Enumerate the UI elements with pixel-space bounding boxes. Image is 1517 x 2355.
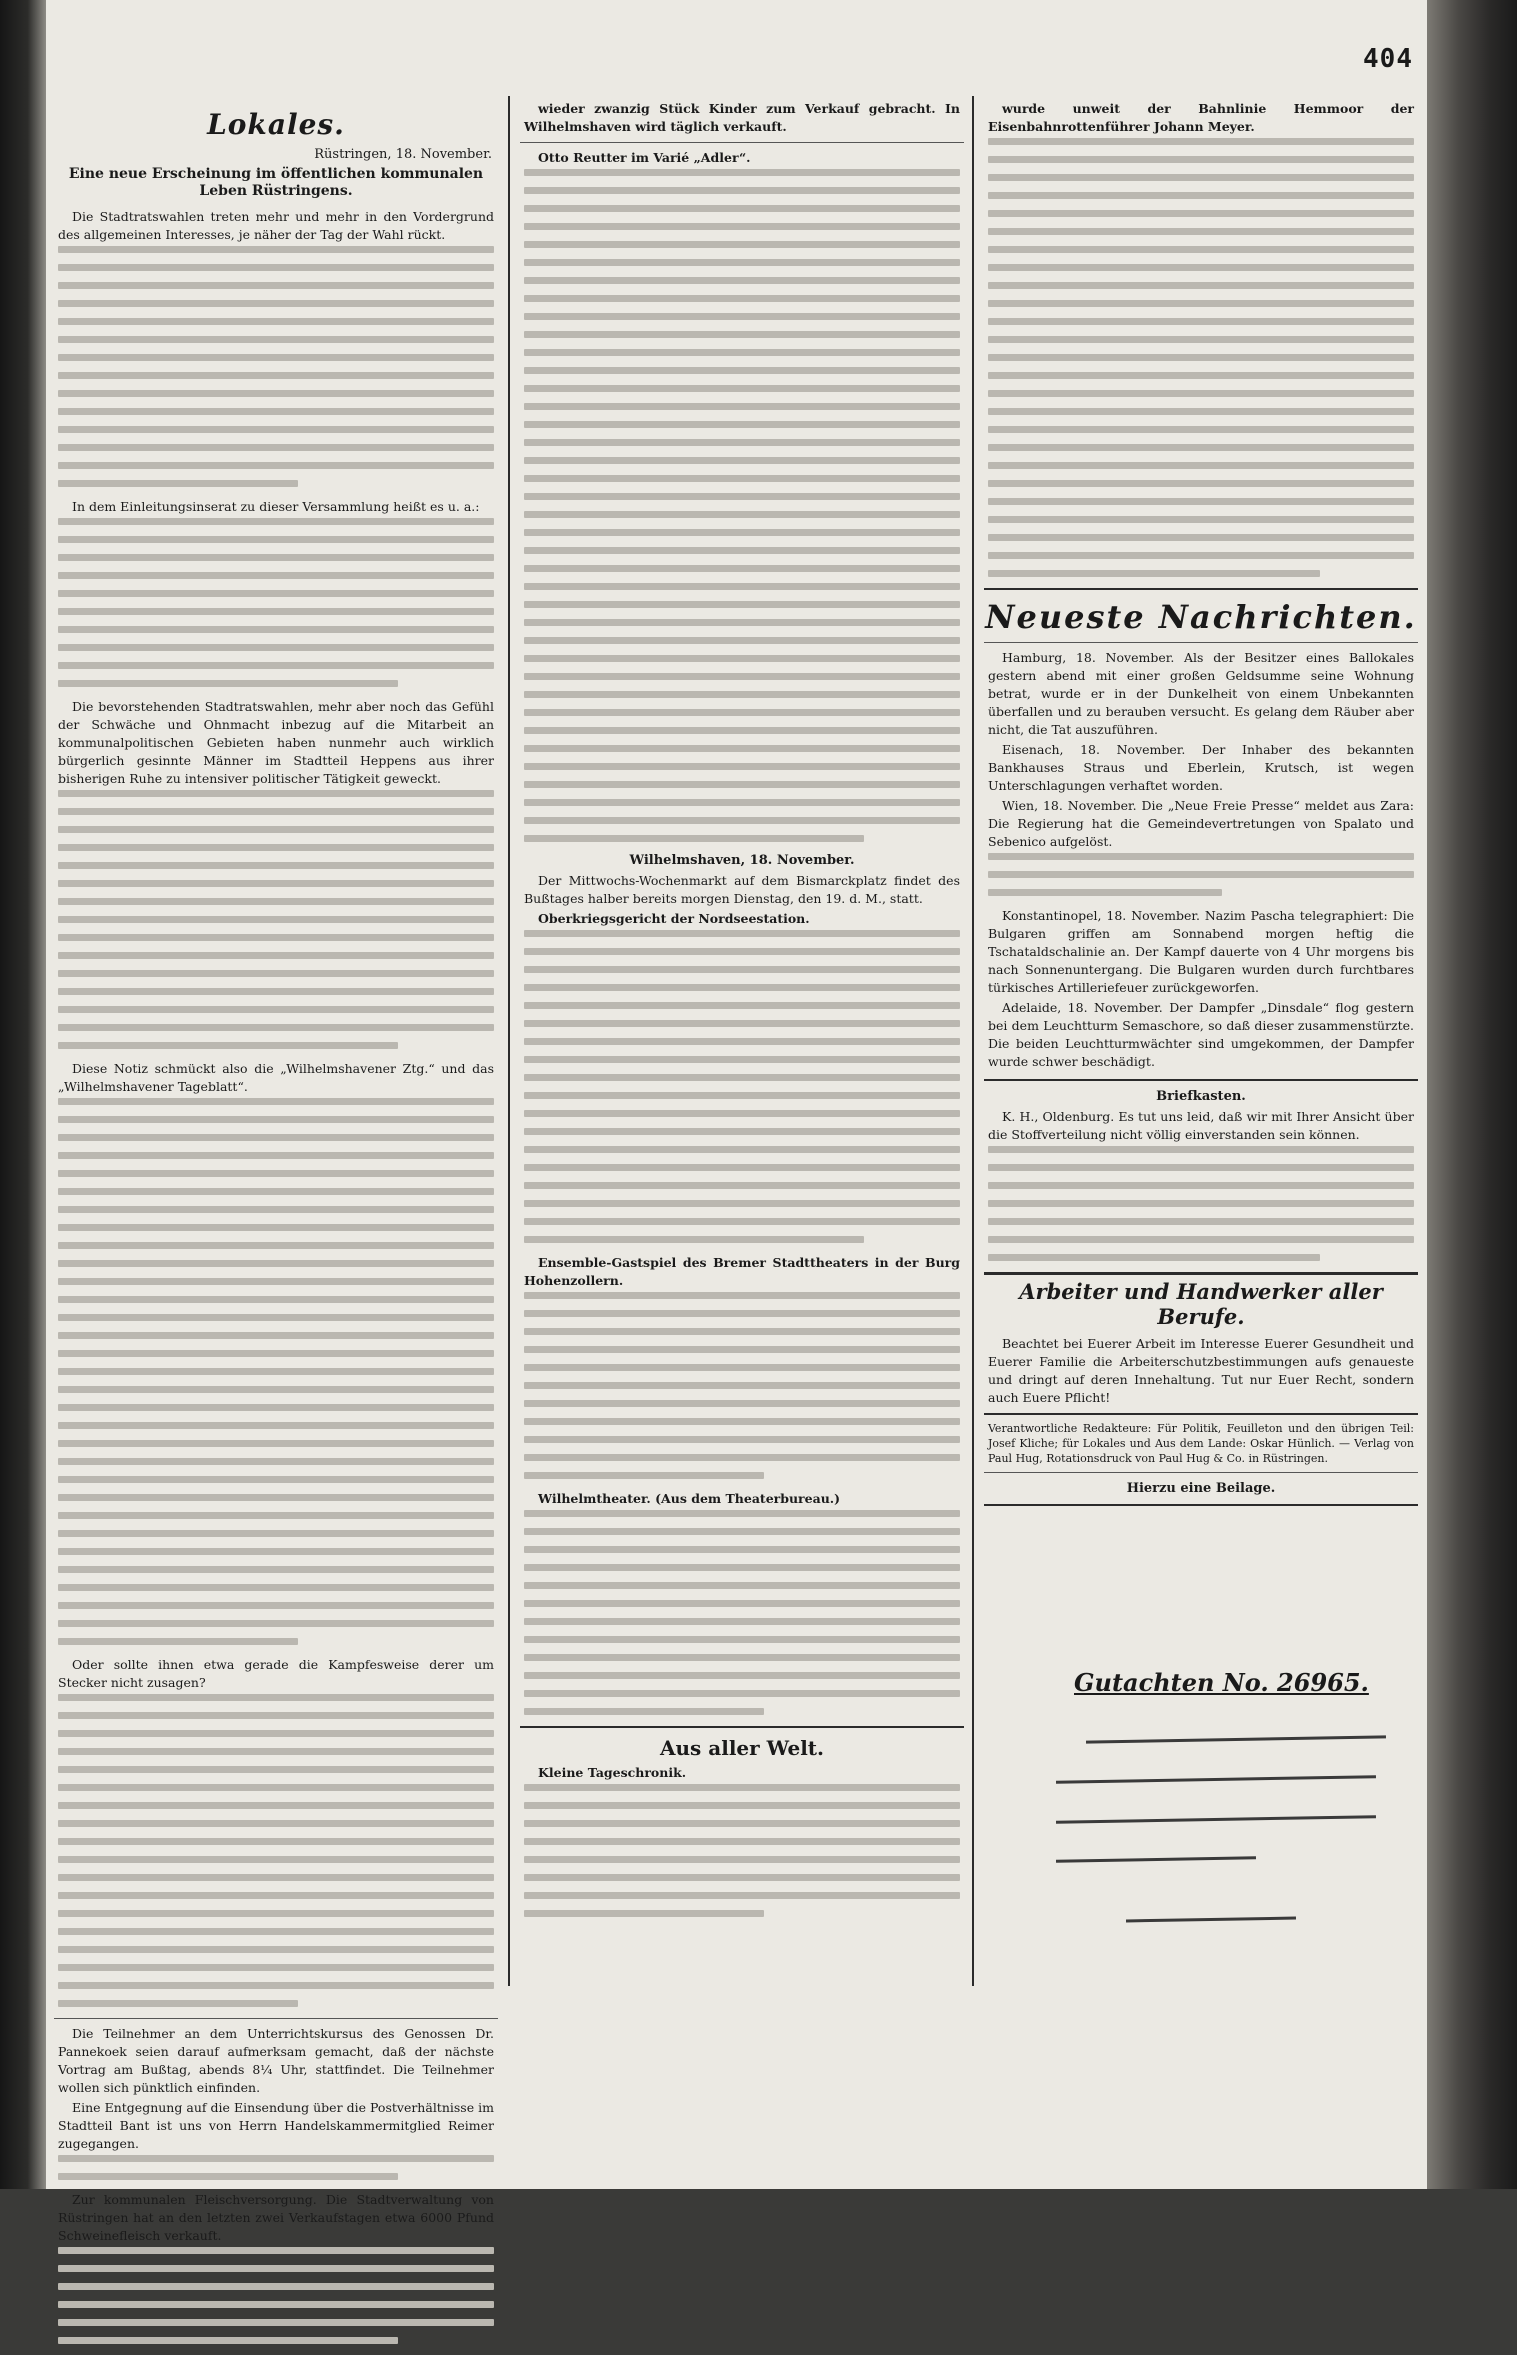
article-lead: Oberkriegsgericht der Nordseestation. <box>538 911 810 926</box>
binding-left-edge <box>0 0 46 2189</box>
handwriting-stroke <box>1056 1775 1376 1784</box>
dateline: Rüstringen, 18. November. <box>314 147 492 162</box>
news-item-adelaide: Adelaide, 18. November. Der Dampfer „Dinsdale“ flog gestern bei dem Leuchtturm Semaschore, so daß dieser zusammenstürzte. Die beiden Leuchtturmwächter sind umgekommen, der Dampfer wurde schwer beschädigt. <box>988 1000 1414 1069</box>
notice-title: Arbeiter und Handwerker aller Berufe. <box>1019 1279 1383 1329</box>
news-item-eisenach: Eisenach, 18. November. Der Inhaber des bekannten Bankhauses Straus und Eberlein, Krutsch, ist wegen Unterschlagungen verhaftet worden. <box>988 742 1414 793</box>
illegible-text-block <box>58 2247 494 2344</box>
news-item-konstantinopel: Konstantinopel, 18. November. Nazim Pascha telegraphiert: Die Bulgaren griffen am Sonnabend morgen heftig die Tschataldschalinie an. Der Kampf dauerte von 4 Uhr morgens bis nach Sonnenuntergang. Die Bulgaren wurden durch furchtbares türkisches Artilleriefeuer zurückgeworfen. <box>988 908 1414 995</box>
column-rule <box>508 96 510 1986</box>
article-paragraph: Die Teilnehmer an dem Unterrichtskursus des Genossen Dr. Pannekoek seien darauf aufmerksam gemacht, daß der nächste Vortrag am Bußtag, abends 8¼ Uhr, stattfindet. Die Teilnehmer wollen sich pünktlich einfinden. <box>58 2026 494 2095</box>
handwriting-stroke <box>1056 1856 1256 1862</box>
divider <box>984 642 1418 643</box>
article-paragraph: Der Mittwochs-Wochenmarkt auf dem Bismarckplatz findet des Bußtages halber bereits morgen Dienstag, den 19. d. M., statt. <box>524 873 960 906</box>
illegible-text-block <box>988 138 1414 577</box>
article-lead: Ensemble-Gastspiel des Bremer Stadttheaters in der Burg Hohenzollern. <box>524 1255 960 1288</box>
news-item-hamburg: Hamburg, 18. November. Als der Besitzer eines Ballokales gestern abend mit einer großen Geldsumme seine Wohnung betrat, wurde er in der Dunkelheit von einem Unbekannten überfallen und zu berauben versucht. Es gelang dem Räuber aber nicht, die Tat auszuführen. <box>988 650 1414 737</box>
handwriting-stroke <box>1126 1917 1296 1923</box>
column-rule <box>972 96 974 1986</box>
illegible-text-block <box>988 853 1414 896</box>
notice-box-arbeiter <box>984 1272 1418 1415</box>
handwritten-note-title: Gutachten No. 26965. <box>1074 1668 1369 1697</box>
article-paragraph: Zur kommunalen Fleischversorgung. Die Stadtverwaltung von Rüstringen hat an den letzten zwei Verkaufstagen etwa 6000 Pfund Schweinefleisch verkauft. <box>58 2192 494 2243</box>
article-paragraph: Oder sollte ihnen etwa gerade die Kampfesweise derer um Stecker nicht zusagen? <box>58 1657 494 1690</box>
column-lokales <box>54 100 498 2355</box>
article-continuation: wurde unweit der Bahnlinie Hemmoor der Eisenbahnrottenführer Johann Meyer. <box>988 101 1414 134</box>
article-paragraph: Diese Notiz schmückt also die „Wilhelmshavener Ztg.“ und das „Wilhelmshavener Tageblatt“. <box>58 1061 494 1094</box>
column-middle <box>520 100 964 1928</box>
page-number: 404 <box>1363 44 1413 74</box>
illegible-text-block <box>524 1510 960 1715</box>
divider <box>54 2018 498 2019</box>
illegible-text-block <box>524 1292 960 1479</box>
divider <box>520 1726 964 1728</box>
handwriting-stroke <box>1086 1735 1386 1743</box>
article-paragraph: In dem Einleitungsinserat zu dieser Versammlung heißt es u. a.: <box>72 499 480 514</box>
section-heading-briefkasten: Briefkasten. <box>1156 1089 1246 1104</box>
illegible-text-block <box>524 1784 960 1917</box>
article-paragraph: Die Stadtratswahlen treten mehr und mehr in den Vordergrund des allgemeinen Interesses, je näher der Tag der Wahl rückt. <box>58 209 494 242</box>
article-continuation: wieder zwanzig Stück Kinder zum Verkauf gebracht. In Wilhelmshaven wird täglich verkauft. <box>524 101 960 134</box>
handwriting-stroke <box>1056 1815 1376 1824</box>
divider <box>984 1079 1418 1081</box>
section-heading-aus-aller-welt: Aus aller Welt. <box>659 1736 824 1760</box>
article-lead: Wilhelmtheater. (Aus dem Theaterbureau.) <box>538 1491 841 1506</box>
news-item-wien: Wien, 18. November. Die „Neue Freie Presse“ meldet aus Zara: Die Regierung hat die Gemeindevertretungen von Spalato und Sebenico aufgelöst. <box>988 798 1414 849</box>
illegible-text-block <box>58 2155 494 2180</box>
column-right <box>984 100 1418 1514</box>
article-headline: Eine neue Erscheinung im öffentlichen kommunalen Leben Rüstringens. <box>68 166 484 199</box>
illegible-text-block <box>988 1146 1414 1261</box>
newspaper-page <box>46 0 1427 2243</box>
binding-right-edge <box>1427 0 1517 2189</box>
divider <box>984 1504 1418 1506</box>
divider <box>984 588 1418 590</box>
notice-text: Beachtet bei Euerer Arbeit im Interesse Euerer Gesundheit und Euerer Familie die Arbeiterschutzbestimmungen aufs genaueste und dringt auf deren Innehaltung. Tut nur Euer Recht, sondern auch Euere Pflicht! <box>988 1336 1414 1405</box>
illegible-text-block <box>58 1098 494 1645</box>
illegible-text-block <box>58 790 494 1049</box>
article-lead: Kleine Tageschronik. <box>538 1765 687 1780</box>
illegible-text-block <box>58 246 494 487</box>
section-heading-neueste-nachrichten: Neueste Nachrichten. <box>985 598 1417 636</box>
supplement-note: Hierzu eine Beilage. <box>1126 1481 1276 1496</box>
divider <box>520 142 964 143</box>
dateline: Wilhelmshaven, 18. November. <box>629 853 855 868</box>
handwritten-note <box>1046 1668 1406 1968</box>
illegible-text-block <box>58 518 494 687</box>
article-paragraph: Die bevorstehenden Stadtratswahlen, mehr aber noch das Gefühl der Schwäche und Ohnmacht inbezug auf die Mitarbeit an kommunalpolitischen Gebieten haben nunmehr auch wirklich bürgerlich gesinnte Männer im Stadtteil Heppens aus ihrer bisherigen Ruhe zu intensiver politischer Tätigkeit geweckt. <box>58 699 494 786</box>
illegible-text-block <box>524 169 960 842</box>
letter-reply: K. H., Oldenburg. Es tut uns leid, daß wir mit Ihrer Ansicht über die Stoffverteilung nicht völlig einverstanden sein können. <box>988 1109 1414 1142</box>
divider <box>984 1472 1418 1473</box>
article-paragraph: Eine Entgegnung auf die Einsendung über die Postverhältnisse im Stadtteil Bant ist uns von Herrn Handelskammermitglied Reimer zugegangen. <box>58 2100 494 2151</box>
article-lead: Otto Reutter im Varié „Adler“. <box>538 150 751 165</box>
section-heading-lokales: Lokales. <box>207 108 345 141</box>
imprint: Verantwortliche Redakteure: Für Politik, Feuilleton und den übrigen Teil: Josef Kliche; für Lokales und Aus dem Lande: Oskar Hünlich. — Verlag von Paul Hug, Rotationsdruck von Paul Hug & Co. in Rüstringen. <box>988 1422 1414 1465</box>
illegible-text-block <box>524 930 960 1243</box>
illegible-text-block <box>58 1694 494 2007</box>
